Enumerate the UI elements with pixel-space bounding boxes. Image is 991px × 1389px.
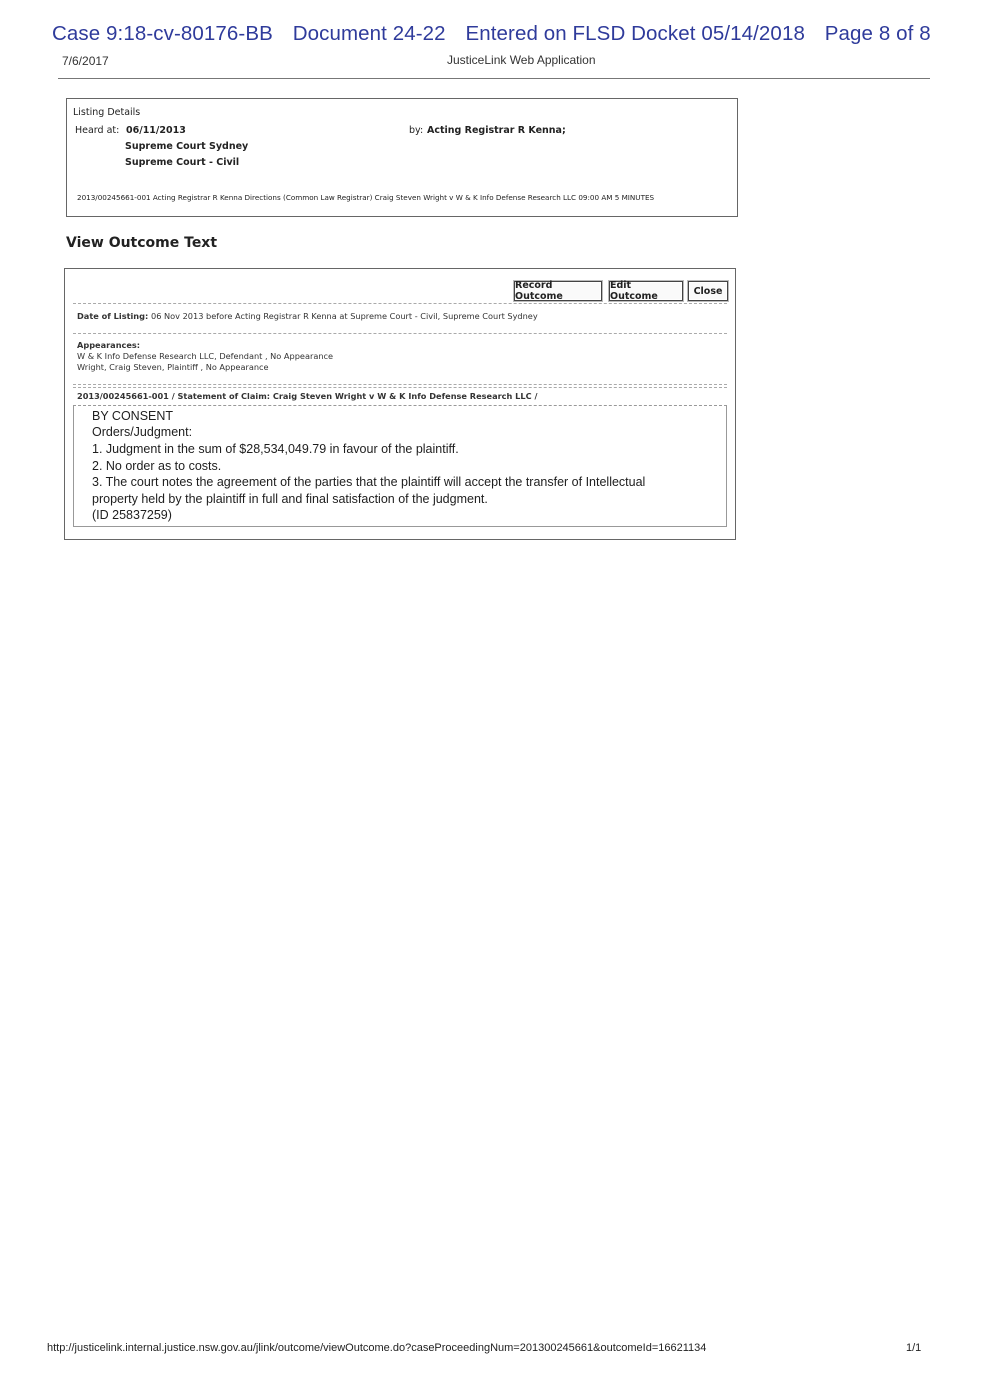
listing-details-panel — [66, 98, 738, 217]
edit-outcome-button[interactable]: Edit Outcome — [609, 281, 683, 301]
outcome-text-body — [73, 405, 727, 527]
app-title: JusticeLink Web Application — [447, 53, 596, 67]
close-button[interactable]: Close — [688, 281, 728, 301]
page-number: Page 8 of 8 — [824, 22, 931, 45]
court-filing-stamp — [52, 22, 945, 46]
court-division: Supreme Court - Civil — [125, 157, 240, 168]
claim-line: 2013/00245661-001 / Statement of Claim: Craig Steven Wright v W & K Info Defense Research LLC / — [77, 391, 538, 401]
outcome-line-consent: BY CONSENT — [92, 409, 174, 423]
print-date: 7/6/2017 — [62, 54, 109, 68]
outcome-line-costs: 2. No order as to costs. — [92, 459, 222, 473]
appearance-defendant: W & K Info Defense Research LLC, Defendant , No Appearance — [77, 351, 334, 361]
listing-details-label: Listing Details — [73, 107, 141, 118]
outcome-line-agreement: 3. The court notes the agreement of the parties that the plaintiff will accept the transfer of Intellectual — [92, 475, 646, 489]
record-outcome-button[interactable]: Record Outcome — [514, 281, 602, 301]
heard-at-label: Heard at: — [75, 125, 120, 136]
heard-date: 06/11/2013 — [126, 125, 186, 136]
view-outcome-heading: View Outcome Text — [66, 235, 218, 251]
by-label: by: — [409, 125, 424, 136]
outcome-line-satisfaction: property held by the plaintiff in full and final satisfaction of the judgment. — [92, 492, 488, 506]
registrar-name: Acting Registrar R Kenna; — [427, 125, 566, 136]
listing-summary: 2013/00245661-001 Acting Registrar R Kenna Directions (Common Law Registrar) Craig Steven Wright v W & K Info Defense Research LLC 09:00 AM 5 MINUTES — [77, 193, 655, 202]
outcome-line-orders: Orders/Judgment: — [92, 425, 193, 439]
document-number: Document 24-22 — [292, 22, 446, 45]
page-url: http://justicelink.internal.justice.nsw.gov.au/jlink/outcome/viewOutcome.do?caseProceedingNum=201300245661&outcomeId=16621134 — [47, 1342, 707, 1354]
appearances-row — [73, 333, 727, 385]
header-divider — [58, 78, 930, 79]
court-location: Supreme Court Sydney — [125, 141, 249, 152]
outcome-line-id: (ID 25837259) — [92, 508, 172, 522]
page-count: 1/1 — [906, 1342, 922, 1354]
outcome-line-judgment: 1. Judgment in the sum of $28,534,049.79 in favour of the plaintiff. — [92, 442, 459, 456]
appearance-plaintiff: Wright, Craig Steven, Plaintiff , No Appearance — [77, 362, 269, 372]
date-of-listing-row — [73, 303, 727, 329]
docket-entry: Entered on FLSD Docket 05/14/2018 — [465, 22, 805, 45]
case-number: Case 9:18-cv-80176-BB — [52, 22, 273, 45]
date-of-listing-label: Date of Listing: — [77, 311, 149, 321]
appearances-label: Appearances: — [77, 340, 141, 350]
claim-row — [73, 387, 727, 405]
outcome-panel — [64, 268, 736, 540]
date-of-listing-text: 06 Nov 2013 before Acting Registrar R Kenna at Supreme Court - Civil, Supreme Court Sydney — [151, 311, 538, 321]
